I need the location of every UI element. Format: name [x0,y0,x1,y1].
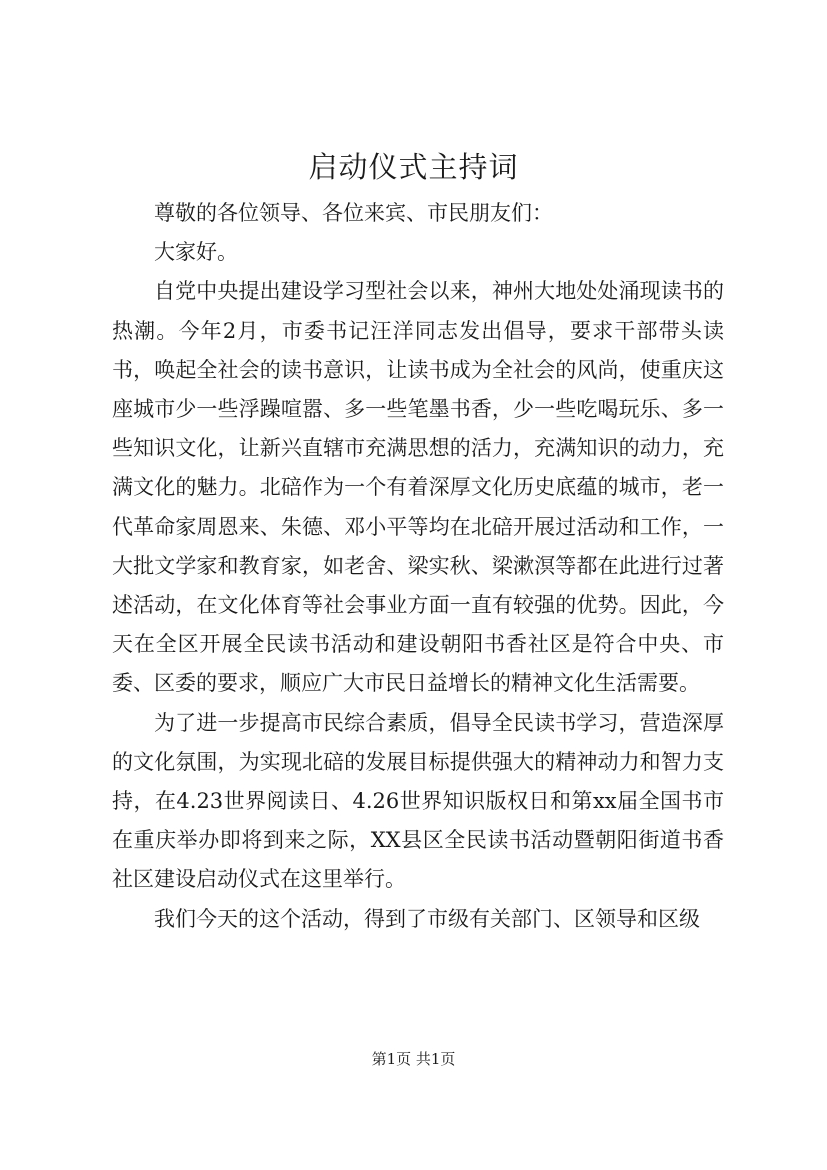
body-paragraph: 为了进一步提高市民综合素质，倡导全民读书学习，营造深厚的文化氛围，为实现北碚的发展目标提供强大的精神动力和智力支持，在4.23世界阅读日、4.26世界知识版权日和第xx届全国书市在重庆举办即将到来之际，XX县区全民读书活动暨朝阳街道书香社区建设启动仪式在这里举行。 [112,710,724,892]
page-title: 启动仪式主持词 [308,150,519,184]
page-footer: 第1页 共1页 [371,1050,456,1068]
greeting-paragraph: 大家好。 [154,240,238,265]
salutation-paragraph: 尊敬的各位领导、各位来宾、市民朋友们： [154,201,553,225]
body-paragraph: 我们今天的这个活动，得到了市级有关部门、区领导和区级 [154,906,700,931]
body-paragraph: 自党中央提出建设学习型社会以来，神州大地处处涌现读书的热潮。今年2月，市委书记汪洋同志发出倡导，要求干部带头读书，唤起全社会的读书意识，让读书成为全社会的风尚，使重庆这座城市少一些浮躁喧嚣、多一些笔墨书香，少一些吃喝玩乐、多一些知识文化，让新兴直辖市充满思想的活力，充满知识的动力，充满文化的魅力。北碚作为一个有着深厚文化历史底蕴的城市，老一代革命家周恩来、朱德、邓小平等均在北碚开展过活动和工作，一大批文学家和教育家，如老舍、梁实秋、梁漱溟等都在此进行过著述活动，在文化体育等社会事业方面一直有较强的优势。因此，今天在全区开展全民读书活动和建设朝阳书香社区是符合中央、市委、区委的要求，顺应广大市民日益增长的精神文化生活需要。 [112,279,724,696]
document-body [112,194,724,939]
